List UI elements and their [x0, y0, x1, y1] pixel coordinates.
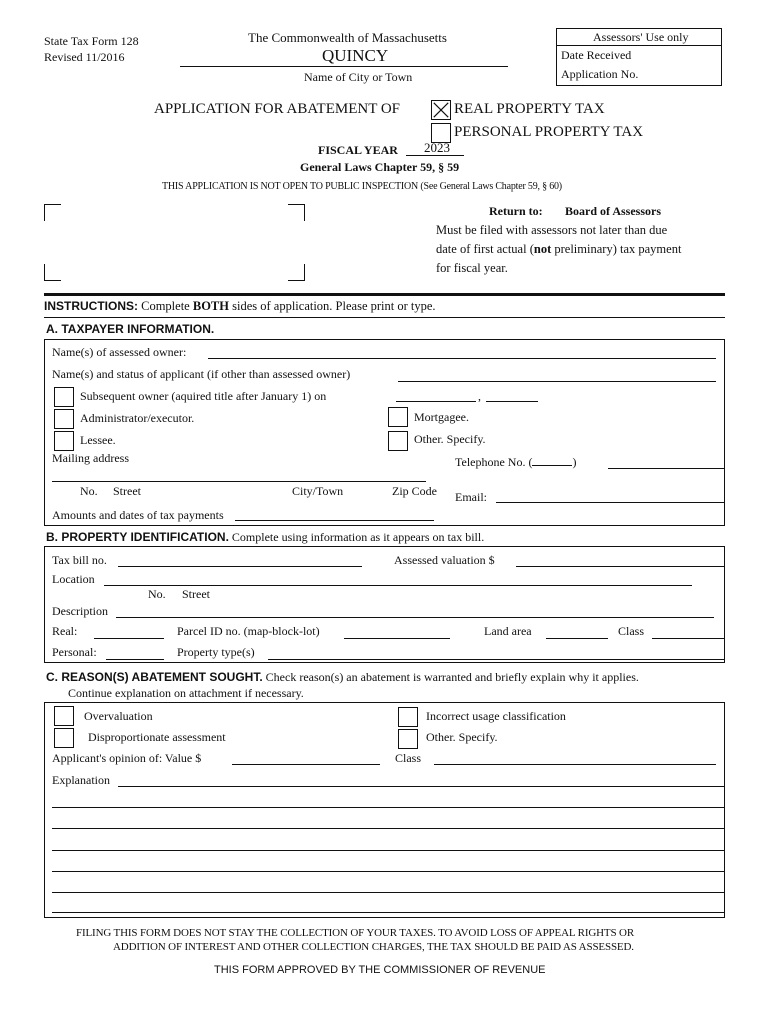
- section-b-box: [44, 546, 725, 663]
- opinion-label: Applicant's opinion of: Value $: [52, 751, 202, 765]
- description-input[interactable]: [116, 617, 714, 618]
- mortgagee-label: Mortgagee.: [414, 410, 469, 424]
- tax-bill-label: Tax bill no.: [52, 553, 107, 567]
- assessed-valuation-input[interactable]: [516, 566, 724, 567]
- divider-thick: [44, 293, 725, 296]
- incorrect-usage-checkbox[interactable]: [398, 707, 418, 727]
- section-b-title: B. PROPERTY IDENTIFICATION. Complete using information as it appears on tax bill.: [46, 530, 485, 544]
- subsequent-date-input[interactable]: [396, 401, 476, 402]
- personal-label: Personal:: [52, 645, 97, 659]
- email-input[interactable]: [496, 502, 724, 503]
- address-corner-br: [288, 264, 305, 281]
- assessors-title: Assessors' Use only: [593, 30, 689, 44]
- addr-zip-label: Zip Code: [392, 484, 437, 498]
- addr-street-label: Street: [113, 484, 141, 498]
- applicant-input[interactable]: [398, 381, 716, 382]
- explanation-line-3[interactable]: [52, 828, 724, 829]
- overvaluation-checkbox[interactable]: [54, 706, 74, 726]
- opinion-class-label: Class: [395, 751, 422, 765]
- land-area-label: Land area: [484, 624, 532, 638]
- disproportionate-checkbox[interactable]: [54, 728, 74, 748]
- amounts-input[interactable]: [235, 520, 434, 521]
- instructions: INSTRUCTIONS: Complete BOTH sides of application. Please print or type.: [44, 299, 436, 313]
- class-label: Class: [618, 624, 645, 638]
- form-number: State Tax Form 128: [44, 34, 139, 48]
- section-c-title: C. REASON(S) ABATEMENT SOUGHT. Check reason(s) an abatement is warranted and briefly explain why it applies.: [46, 670, 639, 684]
- return-to-value: Board of Assessors: [565, 204, 662, 218]
- return-line3: for fiscal year.: [436, 261, 508, 275]
- address-corner-tr: [288, 204, 305, 221]
- addr-no-label: No.: [80, 484, 98, 498]
- address-corner-bl: [44, 264, 61, 281]
- lessee-checkbox[interactable]: [54, 431, 74, 451]
- public-inspection-notice: THIS APPLICATION IS NOT OPEN TO PUBLIC INSPECTION (See General Laws Chapter 59, § 60): [162, 181, 562, 192]
- footer-approved: THIS FORM APPROVED BY THE COMMISSIONER OF REVENUE: [214, 964, 546, 976]
- owner-input[interactable]: [208, 358, 716, 359]
- explanation-line-7[interactable]: [52, 912, 724, 913]
- location-label: Location: [52, 572, 95, 586]
- assessors-box: [556, 28, 722, 86]
- checked-x-icon: [432, 101, 450, 119]
- city-label: Name of City or Town: [304, 70, 413, 84]
- subsequent-year-input[interactable]: [486, 401, 538, 402]
- tax-bill-input[interactable]: [118, 566, 362, 567]
- mortgagee-checkbox[interactable]: [388, 407, 408, 427]
- owner-label: Name(s) of assessed owner:: [52, 345, 187, 359]
- footer-line1: FILING THIS FORM DOES NOT STAY THE COLLECTION OF YOUR TAXES. TO AVOID LOSS OF APPEAL RIGHTS OR: [76, 927, 635, 939]
- location-input[interactable]: [104, 585, 692, 586]
- other-reason-checkbox[interactable]: [398, 729, 418, 749]
- applicant-label: Name(s) and status of applicant (if other than assessed owner): [52, 367, 351, 381]
- opinion-value-input[interactable]: [232, 764, 380, 765]
- personal-input[interactable]: [106, 659, 164, 660]
- assessed-valuation-label: Assessed valuation $: [394, 553, 495, 567]
- lessee-label: Lessee.: [80, 433, 116, 447]
- description-label: Description: [52, 604, 108, 618]
- property-type-label: Property type(s): [177, 645, 255, 659]
- other-status-checkbox[interactable]: [388, 431, 408, 451]
- return-to-label: Return to:: [489, 204, 543, 218]
- disproportionate-label: Disproportionate assessment: [88, 730, 226, 744]
- revised-date: Revised 11/2016: [44, 50, 125, 64]
- incorrect-usage-label: Incorrect usage classification: [426, 709, 566, 723]
- fiscal-year-label: FISCAL YEAR: [318, 143, 398, 157]
- telephone-input[interactable]: [608, 468, 724, 469]
- class-input[interactable]: [652, 638, 724, 639]
- property-type-input[interactable]: [268, 659, 724, 660]
- commonwealth-title: The Commonwealth of Massachusetts: [248, 30, 447, 45]
- other-status-label: Other. Specify.: [414, 432, 486, 446]
- parcel-id-input[interactable]: [344, 638, 450, 639]
- section-a-title: A. TAXPAYER INFORMATION.: [46, 322, 215, 336]
- other-reason-label: Other. Specify.: [426, 730, 498, 744]
- location-no-label: No.: [148, 587, 166, 601]
- real-label: Real:: [52, 624, 78, 638]
- mailing-address-label: Mailing address: [52, 451, 129, 465]
- explanation-line-6[interactable]: [52, 892, 724, 893]
- explanation-label: Explanation: [52, 773, 110, 787]
- explanation-line-1[interactable]: [118, 786, 724, 787]
- subsequent-owner-checkbox[interactable]: [54, 387, 74, 407]
- opinion-class-input[interactable]: [434, 764, 716, 765]
- telephone-label: Telephone No. ( ): [455, 455, 577, 469]
- parcel-id-label: Parcel ID no. (map-block-lot): [177, 624, 320, 638]
- real-input[interactable]: [94, 638, 164, 639]
- real-property-label: REAL PROPERTY TAX: [454, 101, 605, 117]
- date-received: Date Received: [561, 48, 632, 62]
- overvaluation-label: Overvaluation: [84, 709, 153, 723]
- explanation-line-5[interactable]: [52, 871, 724, 872]
- city-name[interactable]: QUINCY: [322, 46, 389, 65]
- title-prefix: APPLICATION FOR ABATEMENT OF: [154, 101, 401, 117]
- fiscal-year-value[interactable]: 2023: [424, 140, 450, 155]
- real-property-checkbox[interactable]: [431, 100, 451, 120]
- personal-property-label: PERSONAL PROPERTY TAX: [454, 124, 644, 140]
- explanation-line-4[interactable]: [52, 850, 724, 851]
- return-line1: Must be filed with assessors not later than due: [436, 223, 668, 237]
- return-line2: date of first actual (not preliminary) tax payment: [436, 242, 682, 256]
- law-reference: General Laws Chapter 59, § 59: [300, 160, 460, 174]
- subsequent-owner-label: Subsequent owner (aquired title after January 1) on: [80, 389, 327, 403]
- land-area-input[interactable]: [546, 638, 608, 639]
- explanation-line-2[interactable]: [52, 807, 724, 808]
- email-label: Email:: [455, 490, 487, 504]
- addr-city-label: City/Town: [292, 484, 344, 498]
- administrator-label: Administrator/executor.: [80, 411, 195, 425]
- mailing-address-input[interactable]: [52, 481, 426, 482]
- address-corner-tl: [44, 204, 61, 221]
- amounts-label: Amounts and dates of tax payments: [52, 508, 224, 522]
- footer-line2: ADDITION OF INTEREST AND OTHER COLLECTION CHARGES, THE TAX SHOULD BE PAID AS ASSESSED.: [113, 941, 634, 953]
- application-no: Application No.: [561, 67, 639, 81]
- administrator-checkbox[interactable]: [54, 409, 74, 429]
- location-street-label: Street: [182, 587, 210, 601]
- section-c-subtitle2: Continue explanation on attachment if necessary.: [68, 686, 304, 700]
